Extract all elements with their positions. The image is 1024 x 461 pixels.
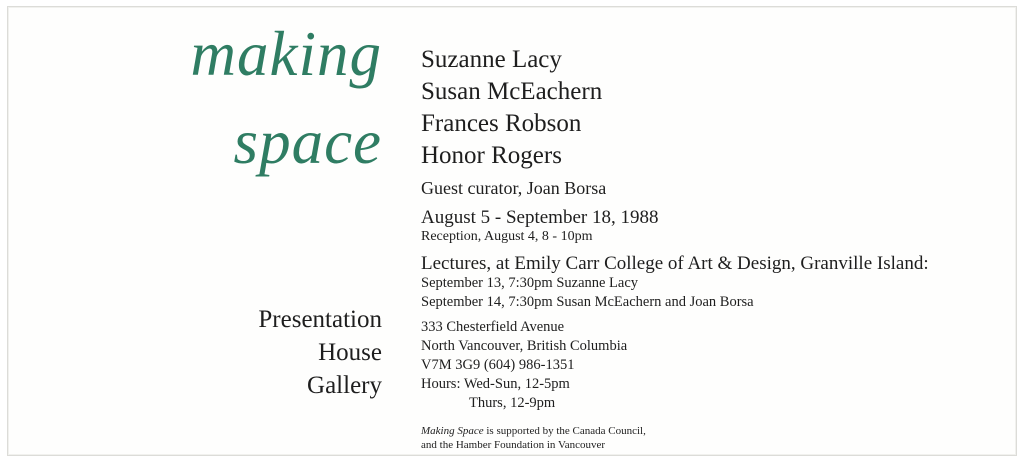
artist-name: Suzanne Lacy — [421, 46, 562, 73]
support-text: is supported by the Canada Council, — [483, 425, 646, 437]
lecture-list — [421, 274, 754, 312]
exhibition-card — [7, 6, 1017, 456]
lecture-item: September 14, 7:30pm Susan McEachern and Joan Borsa — [421, 294, 754, 310]
support-title: Making Space — [421, 425, 484, 437]
support-line: and the Hamber Foundation in Vancouver — [421, 439, 606, 451]
address-street: 333 Chesterfield Avenue — [421, 319, 565, 335]
support-line — [421, 424, 646, 438]
address-postal-phone: V7M 3G9 (604) 986-1351 — [421, 357, 575, 373]
curator-credit: Guest curator, Joan Borsa — [421, 178, 607, 198]
artist-name: Frances Robson — [421, 110, 582, 137]
title-making: making — [190, 19, 382, 89]
address-city: North Vancouver, British Columbia — [421, 338, 628, 354]
artist-name: Susan McEachern — [421, 78, 603, 105]
title-space: space — [233, 107, 382, 177]
gallery-line: Presentation — [258, 306, 382, 333]
reception-info: Reception, August 4, 8 - 10pm — [421, 229, 593, 244]
lecture-item: September 13, 7:30pm Suzanne Lacy — [421, 275, 639, 291]
gallery-line: House — [318, 339, 382, 366]
hours-line: Thurs, 12-9pm — [469, 395, 556, 411]
support-credit — [421, 424, 646, 452]
artist-list — [421, 44, 602, 172]
gallery-name — [258, 303, 382, 402]
artist-name: Honor Rogers — [421, 142, 562, 169]
hours-line: Hours: Wed-Sun, 12-5pm — [421, 376, 570, 392]
lectures-heading: Lectures, at Emily Carr College of Art & Design, Granville Island: — [421, 253, 929, 274]
gallery-line: Gallery — [307, 372, 382, 399]
gallery-address — [421, 318, 627, 413]
exhibition-dates: August 5 - September 18, 1988 — [421, 207, 659, 228]
